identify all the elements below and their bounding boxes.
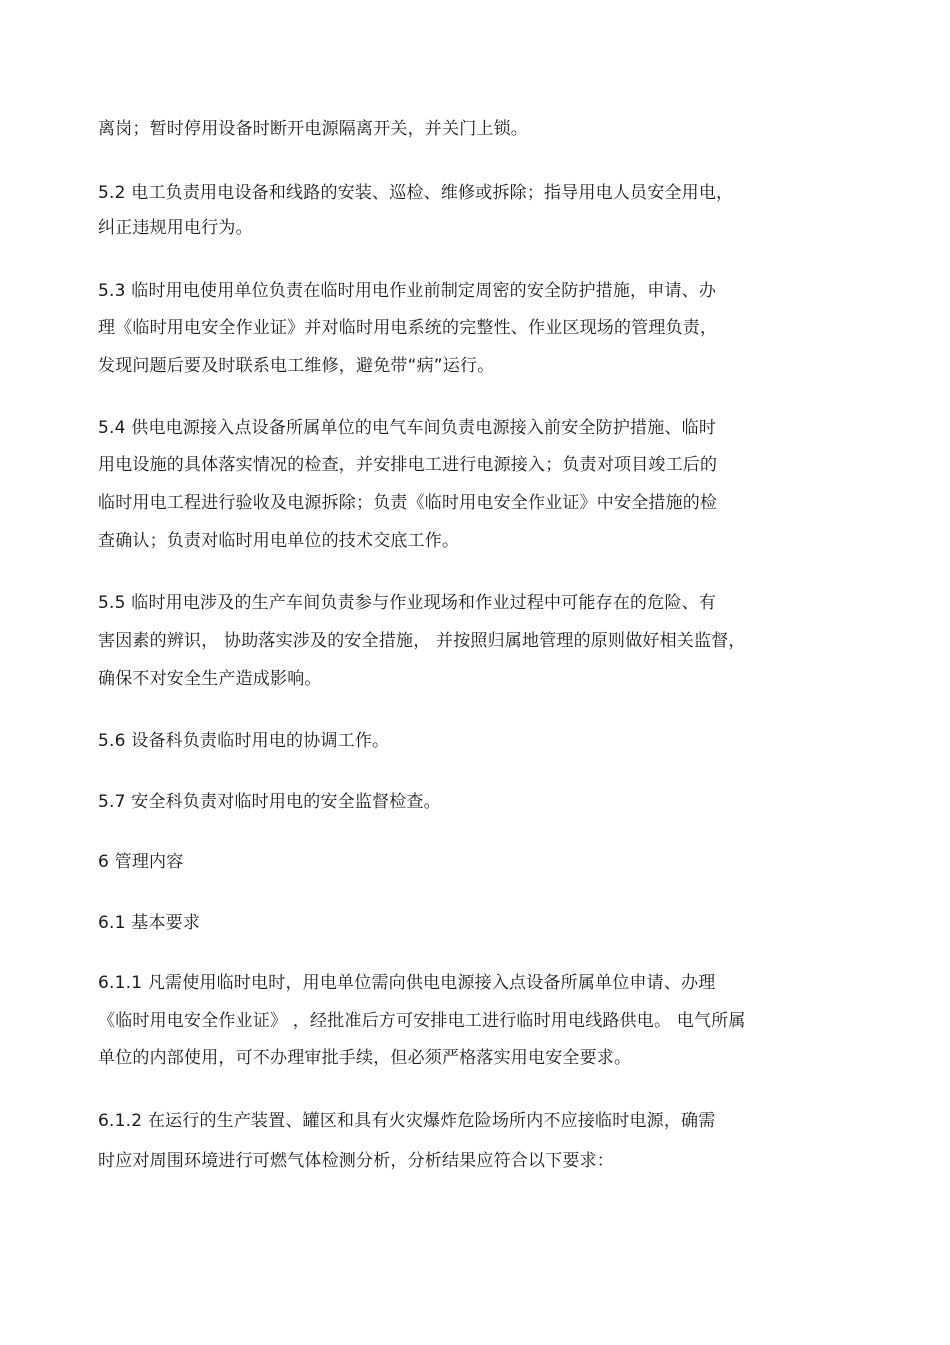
- text-line: 确保不对安全生产造成影响。: [98, 669, 322, 689]
- text-line: 6.1.1 凡需使用临时电时，用电单位需向供电电源接入点设备所属单位申请、办理: [98, 973, 716, 993]
- text-line: 纠正违规用电行为。: [98, 218, 253, 238]
- text-line: 5.6 设备科负责临时用电的协调工作。: [98, 731, 390, 751]
- text-line: 5.5 临时用电涉及的生产车间负责参与作业现场和作业过程中可能存在的危险、有: [98, 593, 717, 613]
- text-line: 6.1.2 在运行的生产装置、罐区和具有火灾爆炸危险场所内不应接临时电源，确需: [98, 1111, 716, 1131]
- text-line: 5.7 安全科负责对临时用电的安全监督检查。: [98, 792, 441, 812]
- text-line: 害因素的辨识， 协助落实涉及的安全措施， 并按照归属地管理的原则做好相关监督，: [98, 631, 746, 651]
- text-line: 离岗；暂时停用设备时断开电源隔离开关，并关门上锁。: [98, 119, 528, 139]
- text-line: 用电设施的具体落实情况的检查，并安排电工进行电源接入；负责对项目竣工后的: [98, 455, 718, 475]
- text-line: 理《临时用电安全作业证》并对临时用电系统的完整性、作业区现场的管理负责，: [98, 318, 718, 338]
- text-line: 临时用电工程进行验收及电源拆除；负责《临时用电安全作业证》中安全措施的检: [98, 493, 718, 513]
- text-line: 《临时用电安全作业证》 ，经批准后方可安排电工进行临时用电线路供电。 电气所属: [98, 1011, 746, 1031]
- subsection-heading: 6.1 基本要求: [98, 913, 201, 933]
- text-line: 时应对周围环境进行可燃气体检测分析，分析结果应符合以下要求：: [98, 1151, 614, 1171]
- section-heading: 6 管理内容: [98, 852, 184, 872]
- text-line: 单位的内部使用，可不办理审批手续，但必须严格落实用电安全要求。: [98, 1048, 632, 1068]
- text-line: 发现问题后要及时联系电工维修，避免带“病”运行。: [98, 356, 495, 376]
- text-line: 5.2 电工负责用电设备和线路的安装、巡检、维修或拆除；指导用电人员安全用电，: [98, 183, 734, 203]
- text-line: 5.3 临时用电使用单位负责在临时用电作业前制定周密的安全防护措施，申请、办: [98, 281, 717, 301]
- text-line: 5.4 供电电源接入点设备所属单位的电气车间负责电源接入前安全防护措施、临时: [98, 418, 717, 438]
- text-line: 查确认；负责对临时用电单位的技术交底工作。: [98, 531, 460, 551]
